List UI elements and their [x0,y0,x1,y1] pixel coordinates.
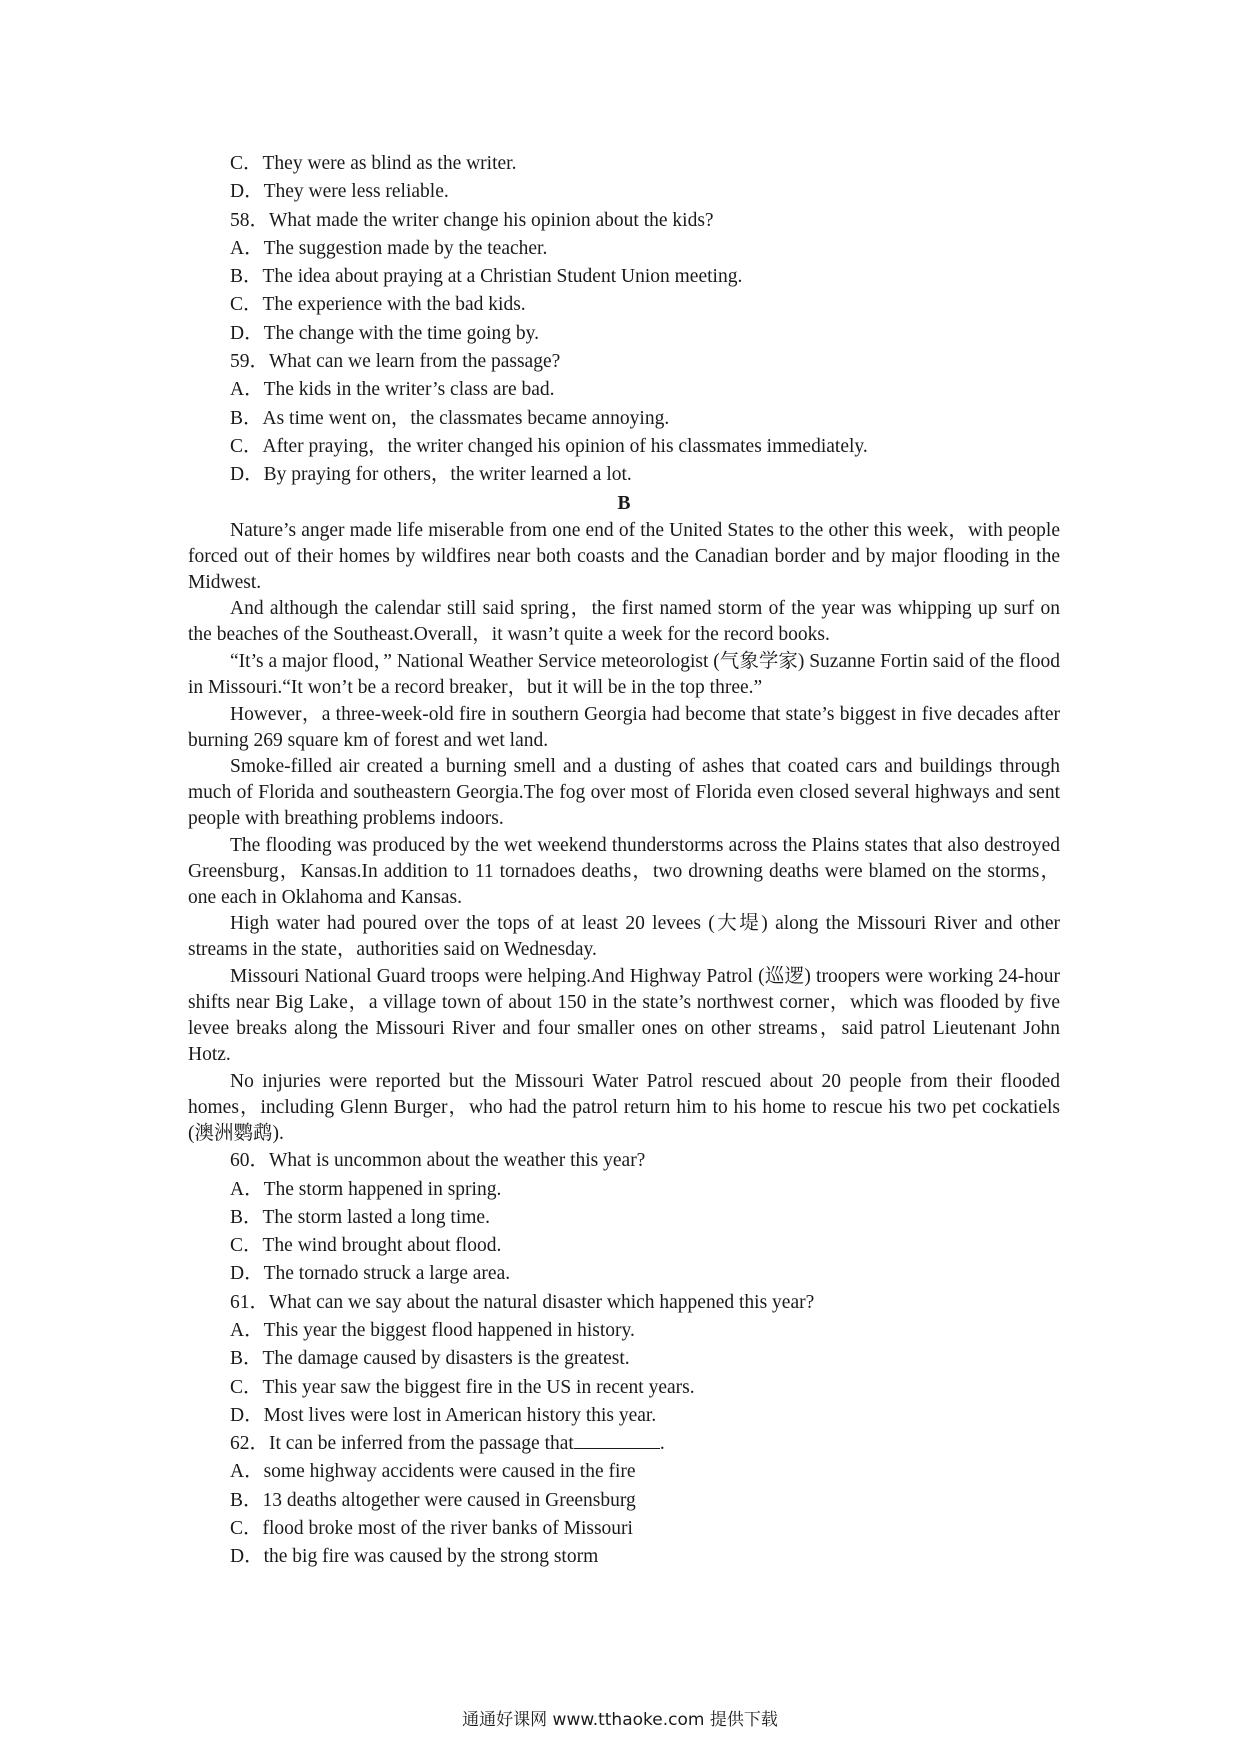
question-line: 58．What made the writer change his opinion about the kids? [230,209,714,231]
question-line: A．The kids in the writer’s class are bad. [230,379,555,401]
question-line: B．The damage caused by disasters is the greatest. [230,1348,630,1370]
passage-paragraph: No injuries were reported but the Missouri Water Patrol rescued about 20 people from their flooded homes，including Glenn Burger，who had the patrol return him to his home to rescue his two pet cockatiels (澳洲鹦鹉). [188,1070,1060,1144]
answer-option: C．flood broke most of the river banks of Missouri [230,1518,633,1540]
passage-paragraph: And although the calendar still said spring，the first named storm of the year was whipping up surf on the beaches of the Southeast.Overall，it wasn’t quite a week for the record books. [188,598,1060,646]
question-line: 60．What is uncommon about the weather this year? [230,1150,646,1172]
questions-block-top [188,150,1060,490]
section-title: B [617,492,631,514]
question-line: D．By praying for others，the writer learned a lot. [230,464,632,486]
question-line: A．The suggestion made by the teacher. [230,237,548,259]
passage-paragraph: “It’s a major flood，” National Weather Service meteorologist (气象学家) Suzanne Fortin said of the flood in Missouri.“It won’t be a record breaker，but it will be in the top three.” [188,651,1060,699]
question-62-options [188,1458,1060,1571]
page-footer: 通通好课网 www.tthaoke.com 提供下载 [462,1710,778,1730]
question-line: C．This year saw the biggest fire in the US in recent years. [230,1376,695,1398]
question-62-period: . [659,1433,665,1455]
question-line: B．The idea about praying at a Christian Student Union meeting. [230,266,743,288]
question-line: 59．What can we learn from the passage? [230,351,561,373]
question-line: D．The change with the time going by. [230,322,540,344]
reading-passage [188,518,1060,1147]
question-line: C．The wind brought about flood. [230,1235,502,1257]
passage-paragraph: Missouri National Guard troops were helping.And Highway Patrol (巡逻) troopers were working 24-hour shifts near Big Lake，a village town of about 150 in the state’s northwest corner，which was flooded by five levee breaks along the Missouri River and four smaller ones on other streams，said patrol Lieutenant John Hotz. [188,966,1060,1066]
question-line: 61．What can we say about the natural disaster which happened this year? [230,1291,815,1313]
question-line: D．They were less reliable. [230,181,449,203]
question-line: A．The storm happened in spring. [230,1178,502,1200]
question-line: C．After praying，the writer changed his opinion of his classmates immediately. [230,435,868,457]
question-line: C．The experience with the bad kids. [230,294,526,316]
question-line: D．Most lives were lost in American history this year. [230,1404,657,1426]
question-line: D．The tornado struck a large area. [230,1263,511,1285]
passage-paragraph: High water had poured over the tops of at least 20 levees (大堤) along the Missouri River and other streams in the state，authorities said on Wednesday. [188,913,1060,961]
question-line: B．The storm lasted a long time. [230,1206,490,1228]
question-line: C．They were as blind as the writer. [230,153,517,174]
passage-paragraph: Nature’s anger made life miserable from one end of the United States to the other this week，with people forced out of their homes by wildfires near both coasts and the Canadian border and by major flooding in the Midwest. [188,519,1060,593]
answer-option: B．13 deaths altogether were caused in Greensburg [230,1489,636,1511]
passage-paragraph: Smoke-filled air created a burning smell and a dusting of ashes that coated cars and buildings through much of Florida and southeastern Georgia.The fog over most of Florida even closed several highways and sent people with breathing problems indoors. [188,756,1060,830]
answer-blank [574,1430,660,1449]
passage-paragraph: The flooding was produced by the wet weekend thunderstorms across the Plains states that also destroyed Greensburg，Kansas.In addition to 11 tornadoes deaths，two drowning deaths were blamed on the storms，one each in Oklahoma and Kansas. [188,834,1060,908]
question-line: A．This year the biggest flood happened in history. [230,1319,635,1341]
passage-paragraph: However，a three-week-old fire in southern Georgia had become that state’s biggest in five decades after burning 269 square km of forest and wet land. [188,703,1060,751]
question-62-stem [230,1430,1060,1458]
answer-option: A．some highway accidents were caused in the fire [230,1461,636,1483]
answer-option: D．the big fire was caused by the strong storm [230,1546,599,1568]
question-line: B．As time went on，the classmates became annoying. [230,407,670,429]
question-62-text: 62．It can be inferred from the passage that [230,1433,574,1455]
questions-block-bottom [188,1147,1060,1430]
exam-page [188,150,1060,1572]
